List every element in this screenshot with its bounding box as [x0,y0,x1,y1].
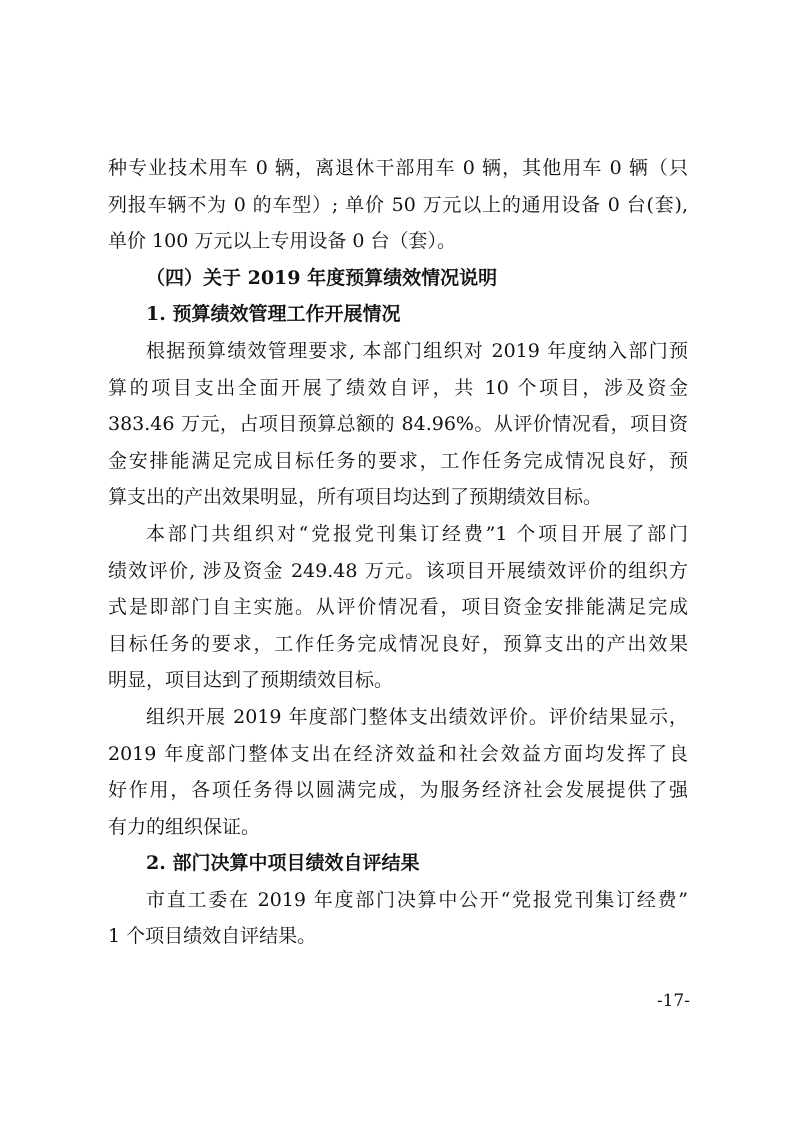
paragraph-line: 1 个项目绩效自评结果。 [108,925,317,948]
subsection-heading: 1. 预算绩效管理工作开展情况 [146,303,401,326]
section-heading: （四）关于 2019 年度预算绩效情况说明 [146,266,498,289]
page-body [108,150,688,955]
paragraph-line: 绩效评价, 涉及资金 249.48 万元。该项目开展绩效评价的组织方 [108,559,688,582]
paragraph-line: 单价 100 万元以上专用设备 0 台（套）。 [108,230,457,253]
paragraph-line: 算的项目支出全面开展了绩效自评，共 10 个项目，涉及资金 [108,376,688,399]
subsection-heading: 2. 部门决算中项目绩效自评结果 [146,852,420,875]
paragraph-line: 明显，项目达到了预期绩效目标。 [108,669,394,692]
paragraph-line: 组织开展 2019 年度部门整体支出绩效评价。评价结果显示， [146,705,688,728]
paragraph-line: 算支出的产出效果明显，所有项目均达到了预期绩效目标。 [108,486,603,509]
paragraph-line: 本部门共组织对“党报党刊集订经费”1 个项目开展了部门 [146,522,688,545]
paragraph-line: 好作用，各项任务得以圆满完成，为服务经济社会发展提供了强 [108,779,688,802]
paragraph-line: 有力的组织保证。 [108,815,261,838]
paragraph-line: 市直工委在 2019 年度部门决算中公开“党报党刊集订经费” [146,888,688,911]
paragraph-line: 383.46 万元，占项目预算总额的 84.96%。从评价情况看，项目资 [108,413,688,436]
paragraph-line: 列报车辆不为 0 的车型）; 单价 50 万元以上的通用设备 0 台(套), [108,193,688,216]
paragraph-line: 2019 年度部门整体支出在经济效益和社会效益方面均发挥了良 [108,742,688,765]
paragraph-line: 种专业技术用车 0 辆，离退休干部用车 0 辆，其他用车 0 辆（只 [108,157,688,179]
paragraph-line: 目标任务的要求，工作任务完成情况良好，预算支出的产出效果 [108,632,688,655]
paragraph-line: 金安排能满足完成目标任务的要求，工作任务完成情况良好，预 [108,449,688,472]
paragraph-line: 根据预算绩效管理要求, 本部门组织对 2019 年度纳入部门预 [146,339,688,362]
page-number: -17- [656,991,690,1011]
paragraph-line: 式是即部门自主实施。从评价情况看，项目资金安排能满足完成 [108,596,688,619]
